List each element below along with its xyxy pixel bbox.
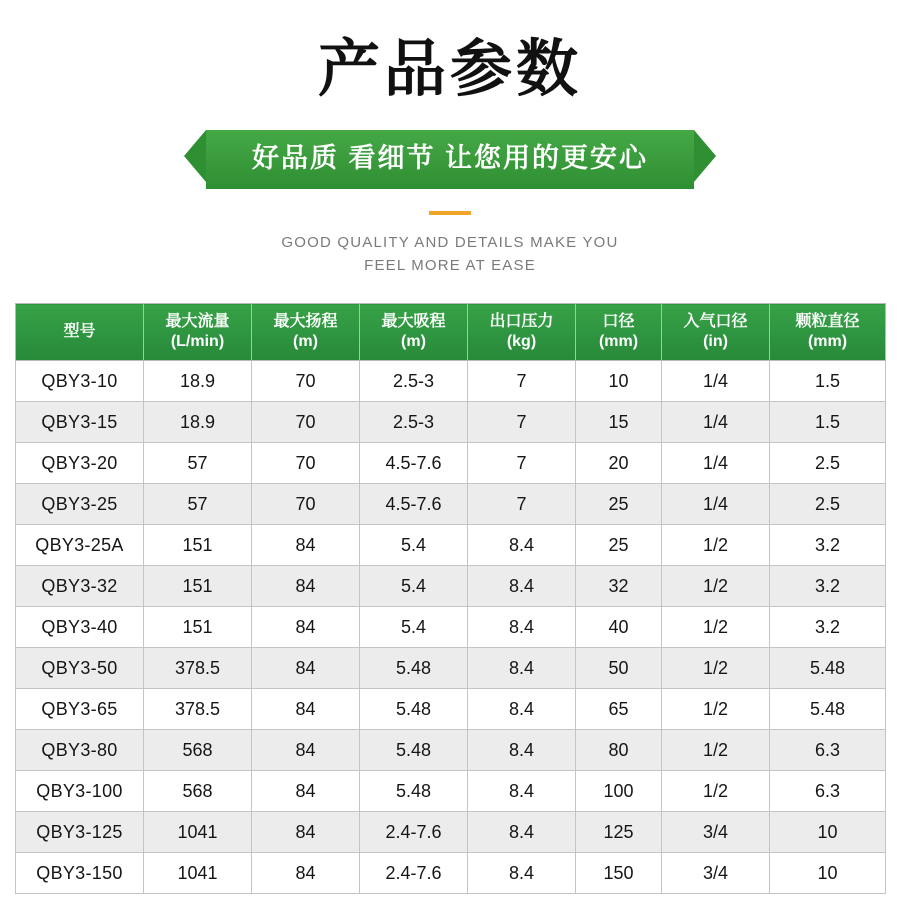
table-cell: 32 <box>576 566 662 607</box>
table-cell: 2.5-3 <box>360 402 468 443</box>
table-cell: 8.4 <box>468 689 576 730</box>
column-header-unit: (kg) <box>506 333 537 351</box>
column-header-7 <box>770 304 886 361</box>
column-header-label: 最大吸程 <box>381 313 446 331</box>
table-cell: 2.4-7.6 <box>360 853 468 894</box>
table-cell: 8.4 <box>468 648 576 689</box>
table-cell: 3.2 <box>770 607 886 648</box>
table-cell: 80 <box>576 730 662 771</box>
table-cell: 1/4 <box>662 484 770 525</box>
column-header-unit: (m) <box>293 333 318 351</box>
table-cell: 1.5 <box>770 402 886 443</box>
column-header-3 <box>360 304 468 361</box>
table-row <box>16 484 886 525</box>
table-cell: 8.4 <box>468 566 576 607</box>
table-cell: 1/2 <box>662 689 770 730</box>
table-cell: 1/2 <box>662 730 770 771</box>
table-cell: 2.5 <box>770 484 886 525</box>
table-cell: 18.9 <box>144 402 252 443</box>
table-cell: 8.4 <box>468 853 576 894</box>
column-header-unit: (L/min) <box>170 333 225 351</box>
page-header <box>0 0 900 277</box>
table-cell: 5.48 <box>770 648 886 689</box>
cell-model: QBY3-125 <box>16 812 144 853</box>
table-row <box>16 525 886 566</box>
table-cell: 7 <box>468 361 576 402</box>
table-cell: 7 <box>468 484 576 525</box>
cell-model: QBY3-40 <box>16 607 144 648</box>
column-header-label: 型号 <box>63 323 96 341</box>
table-cell: 84 <box>252 812 360 853</box>
table-cell: 84 <box>252 525 360 566</box>
table-row <box>16 730 886 771</box>
table-cell: 5.48 <box>770 689 886 730</box>
table-cell: 57 <box>144 484 252 525</box>
column-header-5 <box>576 304 662 361</box>
table-row <box>16 689 886 730</box>
table-cell: 568 <box>144 730 252 771</box>
table-cell: 40 <box>576 607 662 648</box>
table-cell: 70 <box>252 361 360 402</box>
cell-model: QBY3-25A <box>16 525 144 566</box>
table-cell: 4.5-7.6 <box>360 443 468 484</box>
column-header-2 <box>252 304 360 361</box>
column-header-label: 口径 <box>602 313 635 331</box>
column-header-0 <box>16 304 144 361</box>
table-cell: 8.4 <box>468 607 576 648</box>
cell-model: QBY3-150 <box>16 853 144 894</box>
table-cell: 84 <box>252 566 360 607</box>
table-cell: 57 <box>144 443 252 484</box>
table-cell: 5.48 <box>360 648 468 689</box>
column-header-label: 入气口径 <box>683 313 748 331</box>
spec-table-body <box>16 361 886 894</box>
table-row <box>16 443 886 484</box>
table-cell: 70 <box>252 484 360 525</box>
table-cell: 8.4 <box>468 730 576 771</box>
table-cell: 1/4 <box>662 443 770 484</box>
subtitle-line-1: GOOD QUALITY AND DETAILS MAKE YOU <box>281 233 619 251</box>
table-cell: 1041 <box>144 853 252 894</box>
table-cell: 6.3 <box>770 730 886 771</box>
table-row <box>16 361 886 402</box>
table-cell: 25 <box>576 525 662 566</box>
subtitle-line-2: FEEL MORE AT EASE <box>364 256 536 274</box>
cell-model: QBY3-80 <box>16 730 144 771</box>
column-header-label: 最大扬程 <box>273 313 338 331</box>
cell-model: QBY3-20 <box>16 443 144 484</box>
spec-table-wrapper <box>15 303 885 894</box>
table-cell: 8.4 <box>468 771 576 812</box>
cell-model: QBY3-65 <box>16 689 144 730</box>
table-cell: 151 <box>144 607 252 648</box>
table-cell: 1/2 <box>662 648 770 689</box>
table-row <box>16 402 886 443</box>
table-cell: 1/4 <box>662 361 770 402</box>
cell-model: QBY3-15 <box>16 402 144 443</box>
cell-model: QBY3-25 <box>16 484 144 525</box>
table-cell: 3/4 <box>662 853 770 894</box>
tagline-ribbon-text: 好品质 看细节 让您用的更安心 <box>206 130 694 188</box>
table-cell: 4.5-7.6 <box>360 484 468 525</box>
table-cell: 1041 <box>144 812 252 853</box>
table-cell: 378.5 <box>144 648 252 689</box>
table-cell: 84 <box>252 689 360 730</box>
cell-model: QBY3-50 <box>16 648 144 689</box>
tagline-ribbon <box>0 130 900 188</box>
column-header-6 <box>662 304 770 361</box>
table-cell: 1.5 <box>770 361 886 402</box>
table-cell: 5.48 <box>360 771 468 812</box>
table-cell: 18.9 <box>144 361 252 402</box>
table-cell: 150 <box>576 853 662 894</box>
table-cell: 3.2 <box>770 566 886 607</box>
table-cell: 8.4 <box>468 812 576 853</box>
table-row <box>16 566 886 607</box>
table-cell: 568 <box>144 771 252 812</box>
table-cell: 1/2 <box>662 771 770 812</box>
table-cell: 1/2 <box>662 525 770 566</box>
table-cell: 1/4 <box>662 402 770 443</box>
table-cell: 100 <box>576 771 662 812</box>
table-cell: 2.4-7.6 <box>360 812 468 853</box>
table-cell: 84 <box>252 607 360 648</box>
table-cell: 10 <box>576 361 662 402</box>
table-cell: 3/4 <box>662 812 770 853</box>
column-header-label: 最大流量 <box>165 313 230 331</box>
column-header-label: 颗粒直径 <box>795 313 860 331</box>
table-cell: 1/2 <box>662 566 770 607</box>
accent-divider <box>429 211 471 215</box>
cell-model: QBY3-100 <box>16 771 144 812</box>
subtitle-english <box>0 231 900 278</box>
column-header-unit: (mm) <box>807 333 848 351</box>
table-row <box>16 771 886 812</box>
column-header-unit: (m) <box>401 333 426 351</box>
table-cell: 2.5 <box>770 443 886 484</box>
table-cell: 84 <box>252 648 360 689</box>
cell-model: QBY3-10 <box>16 361 144 402</box>
table-cell: 7 <box>468 443 576 484</box>
table-cell: 20 <box>576 443 662 484</box>
table-header-row <box>16 304 886 361</box>
table-cell: 84 <box>252 771 360 812</box>
table-cell: 25 <box>576 484 662 525</box>
table-cell: 378.5 <box>144 689 252 730</box>
table-cell: 2.5-3 <box>360 361 468 402</box>
table-cell: 10 <box>770 853 886 894</box>
table-cell: 84 <box>252 853 360 894</box>
table-cell: 6.3 <box>770 771 886 812</box>
table-row <box>16 607 886 648</box>
table-cell: 3.2 <box>770 525 886 566</box>
table-cell: 10 <box>770 812 886 853</box>
column-header-unit: (mm) <box>598 333 639 351</box>
spec-table-head <box>16 304 886 361</box>
table-cell: 15 <box>576 402 662 443</box>
table-row <box>16 648 886 689</box>
table-cell: 65 <box>576 689 662 730</box>
table-cell: 70 <box>252 402 360 443</box>
table-cell: 84 <box>252 730 360 771</box>
table-cell: 125 <box>576 812 662 853</box>
column-header-unit: (in) <box>703 333 728 351</box>
spec-table <box>15 303 886 894</box>
page-title: 产品参数 <box>317 35 582 104</box>
table-cell: 50 <box>576 648 662 689</box>
column-header-4 <box>468 304 576 361</box>
table-cell: 151 <box>144 525 252 566</box>
column-header-label: 出口压力 <box>489 313 554 331</box>
table-cell: 5.4 <box>360 525 468 566</box>
column-header-1 <box>144 304 252 361</box>
table-cell: 5.48 <box>360 730 468 771</box>
table-cell: 5.4 <box>360 607 468 648</box>
cell-model: QBY3-32 <box>16 566 144 607</box>
table-cell: 151 <box>144 566 252 607</box>
table-cell: 5.48 <box>360 689 468 730</box>
table-row <box>16 853 886 894</box>
table-cell: 8.4 <box>468 525 576 566</box>
table-cell: 5.4 <box>360 566 468 607</box>
table-cell: 1/2 <box>662 607 770 648</box>
table-cell: 7 <box>468 402 576 443</box>
table-cell: 70 <box>252 443 360 484</box>
table-row <box>16 812 886 853</box>
